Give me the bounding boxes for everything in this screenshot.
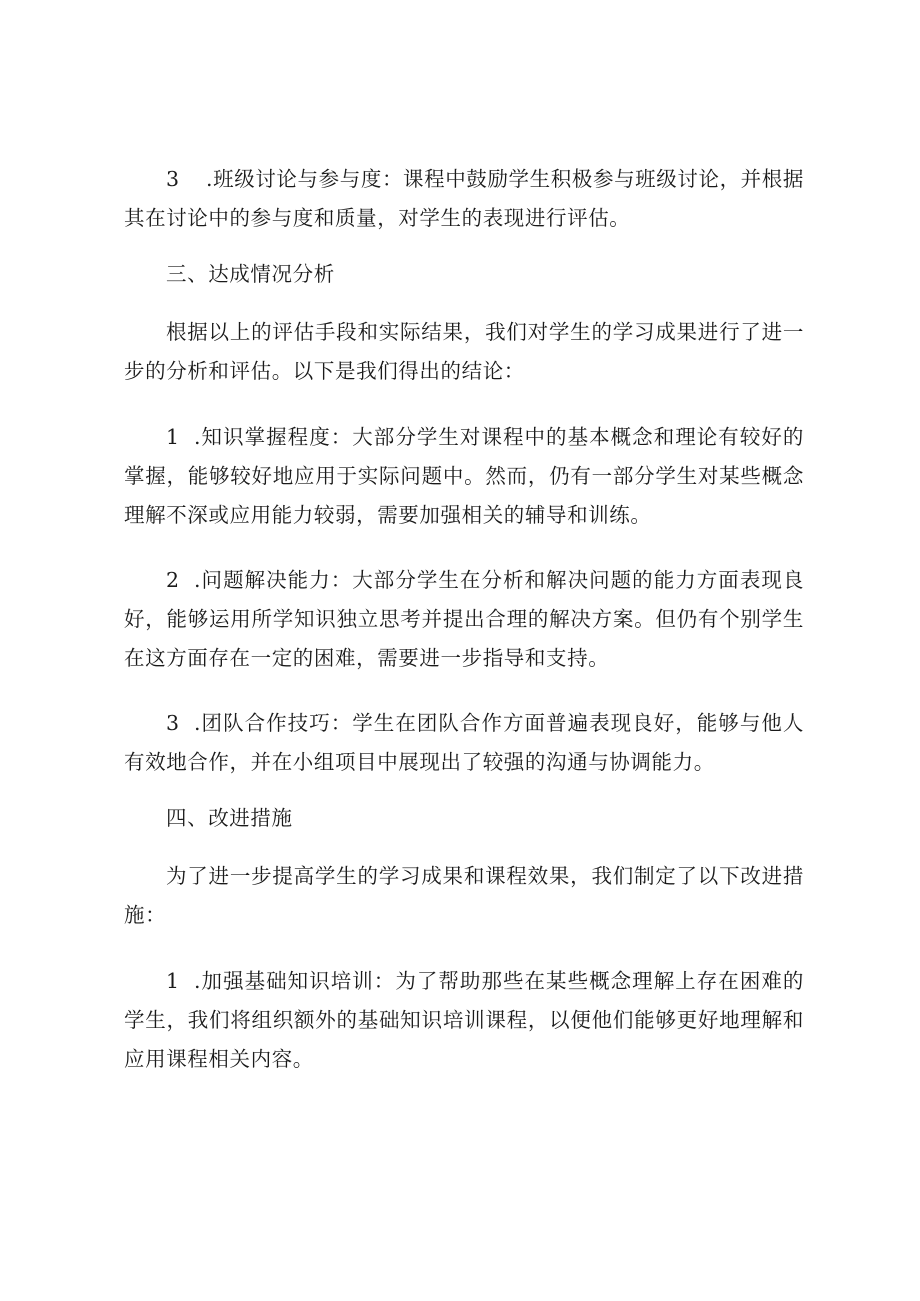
- item-number: 2: [166, 568, 180, 592]
- improvement-item-1: [124, 962, 804, 1079]
- item-text: .知识掌握程度：大部分学生对课程中的基本概念和理论有较好的掌握，能够较好地应用于实际问题中。然而，仍有一部分学生对某些概念理解不深或应用能力较弱，需要加强相关的辅导和训练。: [124, 425, 804, 527]
- item-number: 1: [166, 969, 180, 993]
- item-text: .问题解决能力：大部分学生在分析和解决问题的能力方面表现良好，能够运用所学知识独立思考并提出合理的解决方案。但仍有个别学生在这方面存在一定的困难，需要进一步指导和支持。: [124, 568, 804, 670]
- section-intro-analysis: 根据以上的评估手段和实际结果，我们对学生的学习成果进行了进一步的分析和评估。以下是我们得出的结论：: [124, 320, 804, 383]
- item-text: .加强基础知识培训：为了帮助那些在某些概念理解上存在困难的学生，我们将组织额外的基础知识培训课程，以便他们能够更好地理解和应用课程相关内容。: [124, 969, 804, 1071]
- item-number: 1: [166, 425, 180, 449]
- section-heading-improvements: 四、改进措施: [166, 806, 293, 830]
- item-number: 3: [166, 167, 180, 191]
- section-heading-analysis: 三、达成情况分析: [166, 262, 335, 286]
- section-intro-improvements: 为了进一步提高学生的学习成果和课程效果，我们制定了以下改进措施：: [124, 864, 804, 927]
- analysis-item-2: [124, 561, 804, 678]
- item-number: 3: [166, 711, 180, 735]
- item-text: .团队合作技巧：学生在团队合作方面普遍表现良好，能够与他人有效地合作，并在小组项目中展现出了较强的沟通与协调能力。: [124, 711, 804, 774]
- evaluation-item-3: [124, 160, 804, 238]
- analysis-item-3: [124, 704, 804, 782]
- item-text: .班级讨论与参与度：课程中鼓励学生积极参与班级讨论，并根据其在讨论中的参与度和质量，对学生的表现进行评估。: [124, 167, 804, 230]
- analysis-item-1: [124, 418, 804, 535]
